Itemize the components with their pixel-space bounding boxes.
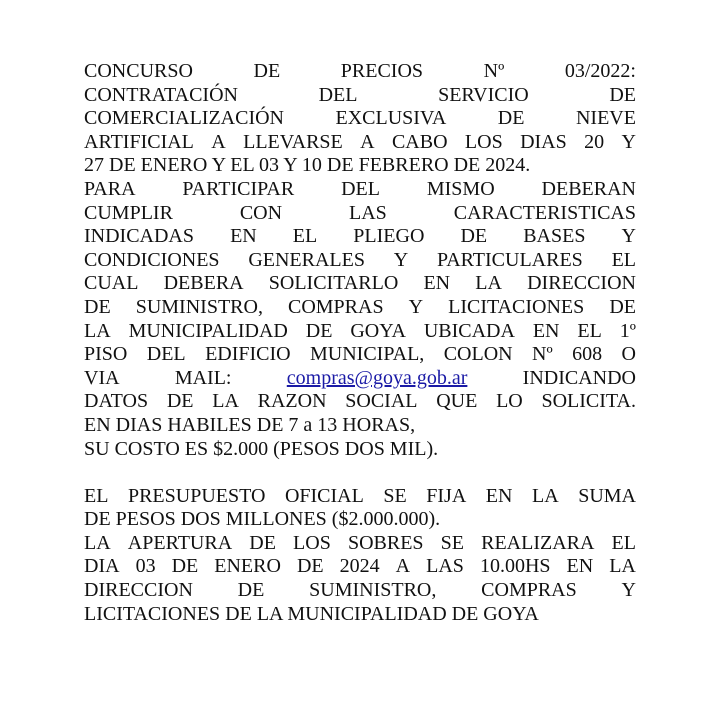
justified-line bbox=[84, 532, 636, 556]
word: COMPRAS bbox=[481, 579, 577, 602]
word: CARACTERISTICAS bbox=[453, 201, 636, 224]
word: A bbox=[211, 130, 226, 153]
word: CABO bbox=[391, 130, 448, 153]
justified-line bbox=[84, 343, 636, 367]
word: REALIZARA bbox=[481, 531, 595, 554]
word: Nº bbox=[532, 343, 553, 366]
opening-location-line: LICITACIONES DE LA MUNICIPALIDAD DE GOYA bbox=[84, 602, 539, 625]
word: DEL bbox=[146, 343, 186, 366]
word: Y bbox=[393, 248, 409, 271]
word: 2024 bbox=[339, 555, 380, 578]
word: EL bbox=[611, 531, 636, 554]
word: SERVICIO bbox=[438, 83, 529, 106]
word: MUNICIPAL, bbox=[310, 343, 425, 366]
word: LA bbox=[609, 555, 636, 578]
paragraph-opening bbox=[84, 532, 636, 626]
mail-prefix-word: VIA bbox=[84, 366, 120, 389]
word: LA bbox=[475, 272, 502, 295]
contest-dates-line: 27 DE ENERO Y EL 03 Y 10 DE FEBRERO DE 2024. bbox=[84, 154, 531, 177]
justified-line bbox=[84, 60, 636, 84]
word: SOLICITARLO bbox=[268, 272, 399, 295]
word: EN bbox=[230, 225, 257, 248]
word: Y bbox=[408, 295, 424, 318]
word: ARTIFICIAL bbox=[84, 130, 194, 153]
justified-line bbox=[84, 225, 636, 249]
word: UBICADA bbox=[423, 319, 515, 342]
word: LOS bbox=[464, 130, 503, 153]
word: LOS bbox=[293, 531, 331, 554]
word: LAS bbox=[426, 555, 464, 578]
word: PARA bbox=[84, 177, 136, 200]
word: EN bbox=[532, 319, 560, 342]
word: PARTICIPAR bbox=[182, 177, 295, 200]
word: LA bbox=[84, 531, 111, 554]
word: DE bbox=[171, 555, 199, 578]
word: A bbox=[395, 555, 411, 578]
mail-prefix-word: MAIL: bbox=[174, 366, 232, 389]
word: EL bbox=[84, 484, 109, 507]
word: CUAL bbox=[84, 272, 139, 295]
word: DIAS bbox=[520, 130, 567, 153]
business-hours-line: EN DIAS HABILES DE 7 a 13 HORAS, bbox=[84, 413, 416, 436]
word: Nº bbox=[483, 60, 505, 82]
word: LA bbox=[212, 390, 239, 413]
word: 20 bbox=[584, 130, 605, 153]
word: DEBERA bbox=[163, 272, 244, 295]
word: 03 bbox=[135, 555, 156, 578]
word: O bbox=[621, 343, 636, 366]
word: BASES bbox=[523, 225, 586, 248]
mail-suffix-word: INDICANDO bbox=[522, 366, 636, 389]
word: A bbox=[360, 130, 375, 153]
word: PARTICULARES bbox=[436, 248, 583, 271]
justified-line bbox=[84, 249, 636, 273]
paragraph-participation bbox=[84, 178, 636, 461]
word: LO bbox=[496, 390, 523, 413]
word: DEL bbox=[341, 177, 380, 200]
word: DIRECCION bbox=[527, 272, 636, 295]
word: DIRECCION bbox=[84, 579, 193, 602]
price-contest-notice bbox=[84, 60, 636, 626]
word: MUNICIPALIDAD bbox=[128, 319, 288, 342]
word: SE bbox=[440, 531, 464, 554]
justified-line bbox=[84, 320, 636, 344]
word: DE bbox=[237, 579, 265, 602]
paragraph-spacer bbox=[84, 461, 636, 485]
word: DE bbox=[460, 225, 488, 248]
word: Y bbox=[621, 225, 636, 248]
justified-line bbox=[84, 296, 636, 320]
word: LLEVARSE bbox=[243, 130, 343, 153]
justified-line bbox=[84, 485, 636, 509]
justified-line bbox=[84, 84, 636, 108]
word: PISO bbox=[84, 343, 128, 366]
justified-line bbox=[84, 131, 636, 155]
word: CONTRATACIÓN bbox=[84, 83, 238, 106]
word: RAZON bbox=[257, 390, 327, 413]
word: DATOS bbox=[84, 390, 149, 413]
word: EL bbox=[577, 319, 602, 342]
word: LAS bbox=[349, 201, 387, 224]
word: DE bbox=[609, 83, 636, 106]
word: SUMA bbox=[578, 484, 636, 507]
word: APERTURA bbox=[127, 531, 233, 554]
word: DE bbox=[305, 319, 333, 342]
word: SE bbox=[383, 484, 407, 507]
word: 1º bbox=[619, 319, 636, 342]
word: PRECIOS bbox=[340, 60, 424, 82]
word: PRESUPUESTO bbox=[127, 484, 266, 507]
justified-line bbox=[84, 390, 636, 414]
justified-line bbox=[84, 555, 636, 579]
word: DE bbox=[296, 555, 324, 578]
word: CUMPLIR bbox=[84, 201, 173, 224]
word: DE bbox=[249, 531, 276, 554]
word: EN bbox=[566, 555, 594, 578]
word: SUMINISTRO, bbox=[309, 579, 437, 602]
word: NIEVE bbox=[575, 107, 636, 130]
justified-line bbox=[84, 202, 636, 226]
word: FIJA bbox=[426, 484, 467, 507]
word: COLON bbox=[443, 343, 513, 366]
word: DE bbox=[166, 390, 194, 413]
word: QUE bbox=[436, 390, 478, 413]
justified-line bbox=[84, 579, 636, 603]
word: EL bbox=[611, 248, 636, 271]
word: PLIEGO bbox=[353, 225, 425, 248]
word: GENERALES bbox=[248, 248, 365, 271]
word: 10.00HS bbox=[479, 555, 551, 578]
justified-line bbox=[84, 178, 636, 202]
word: COMPRAS bbox=[287, 295, 384, 318]
word: 03/2022: bbox=[564, 60, 636, 82]
word: SOLICITA. bbox=[541, 390, 636, 413]
word: DIA bbox=[84, 555, 120, 578]
word: SOBRES bbox=[347, 531, 424, 554]
word: ENERO bbox=[214, 555, 281, 578]
word: GOYA bbox=[350, 319, 406, 342]
paragraph-contest-title bbox=[84, 60, 636, 178]
word: SOCIAL bbox=[345, 390, 418, 413]
word: 608 bbox=[572, 343, 603, 366]
word: MISMO bbox=[426, 177, 495, 200]
word: Y bbox=[621, 579, 636, 602]
word: DEL bbox=[318, 83, 358, 106]
word: CON bbox=[239, 201, 283, 224]
word: DE bbox=[84, 295, 111, 318]
word: DE bbox=[497, 107, 525, 130]
word: EN bbox=[485, 484, 513, 507]
word: SUMINISTRO, bbox=[135, 295, 263, 318]
word: EDIFICIO bbox=[205, 343, 291, 366]
word: CONDICIONES bbox=[84, 248, 220, 271]
justified-line bbox=[84, 272, 636, 296]
word: Y bbox=[621, 130, 636, 153]
word: EXCLUSIVA bbox=[335, 107, 447, 130]
cost-line: SU COSTO ES $2.000 (PESOS DOS MIL). bbox=[84, 437, 439, 460]
word: LA bbox=[532, 484, 559, 507]
word: LA bbox=[84, 319, 111, 342]
paragraph-budget bbox=[84, 485, 636, 532]
word: DE bbox=[253, 60, 281, 82]
word: EN bbox=[423, 272, 451, 295]
mail-line bbox=[84, 367, 636, 391]
word: DEBERAN bbox=[541, 177, 636, 200]
word: LICITACIONES bbox=[448, 295, 585, 318]
word: COMERCIALIZACIÓN bbox=[84, 107, 284, 130]
budget-amount-line: DE PESOS DOS MILLONES ($2.000.000). bbox=[84, 508, 441, 531]
word: CONCURSO bbox=[84, 60, 193, 82]
justified-line bbox=[84, 107, 636, 131]
word: EL bbox=[292, 225, 318, 248]
word: DE bbox=[609, 295, 636, 318]
word: INDICADAS bbox=[84, 225, 194, 248]
word: OFICIAL bbox=[284, 484, 364, 507]
email-link[interactable]: compras@goya.gob.ar bbox=[286, 366, 468, 389]
